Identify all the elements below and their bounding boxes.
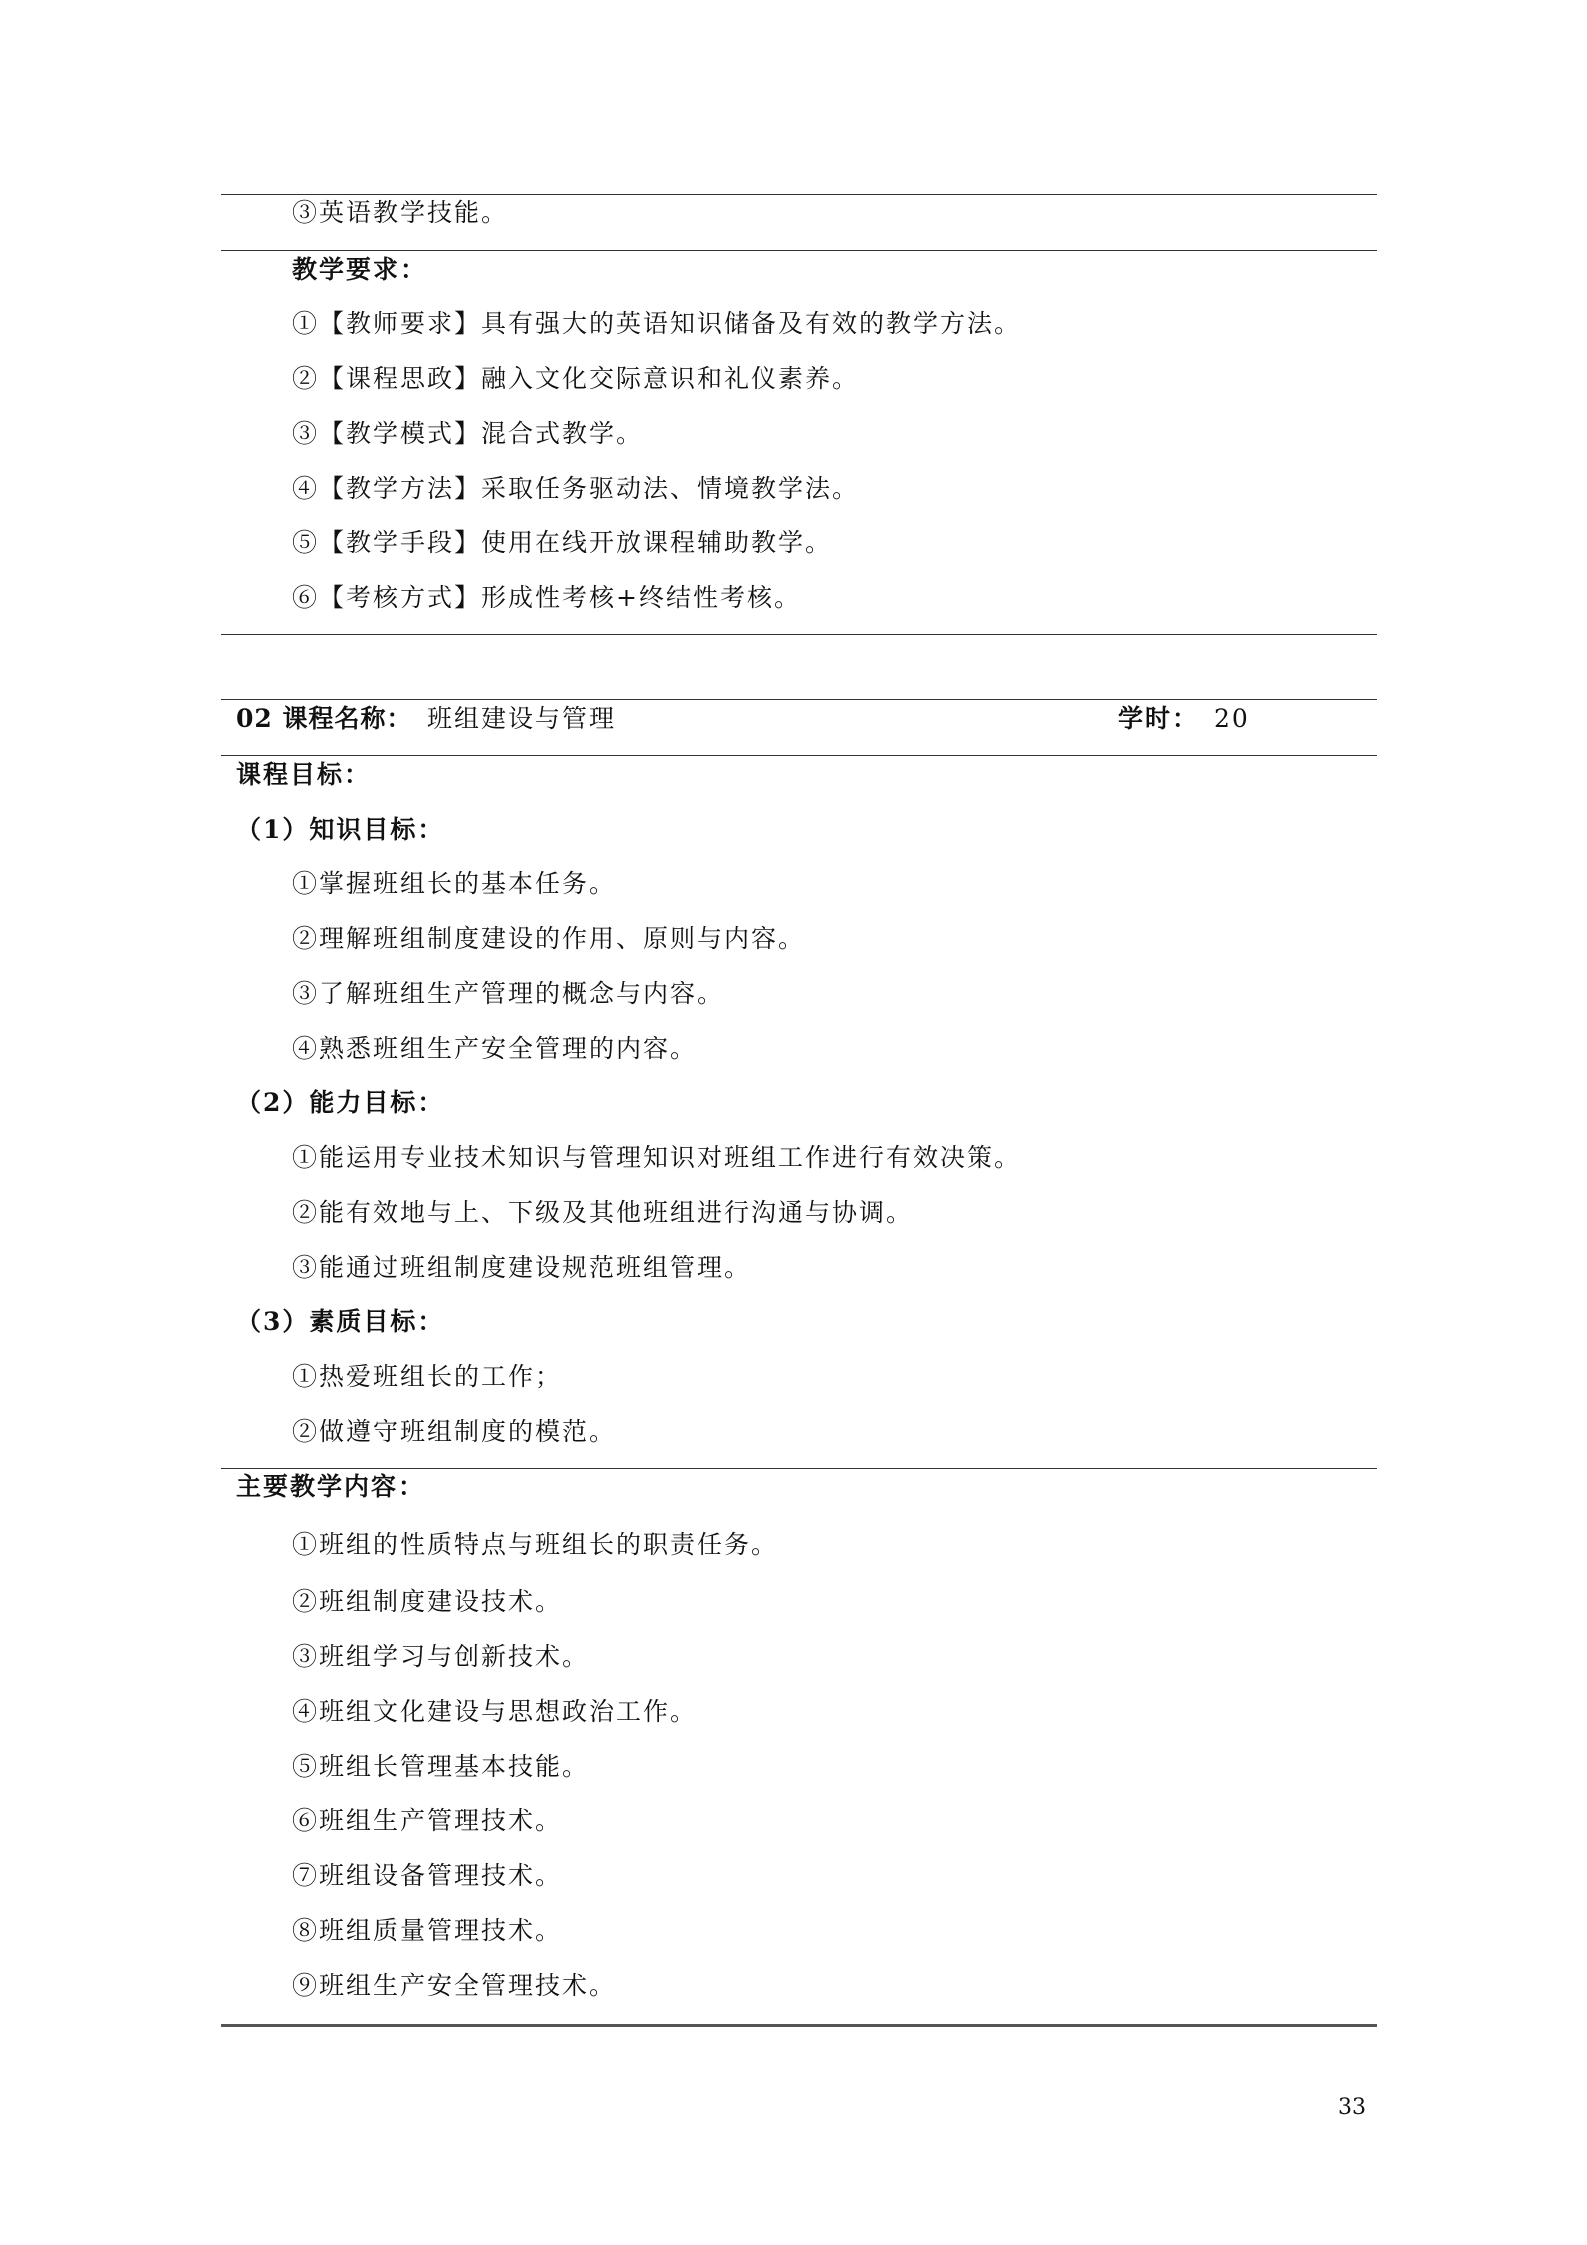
hours-label: 学时： (1118, 704, 1200, 733)
course02-top-rule (221, 699, 1377, 700)
teaching-req-item: ①【教师要求】具有强大的英语知识储备及有效的教学方法。 (292, 309, 1022, 338)
knowledge-item: ④熟悉班组生产安全管理的内容。 (292, 1034, 698, 1063)
content-item: ③班组学习与创新技术。 (292, 1642, 590, 1671)
ability-label: （2）能力目标： (236, 1088, 445, 1117)
section1-bottom-rule (221, 634, 1377, 635)
goals-label: 课程目标： (236, 760, 372, 789)
bottom-rule (221, 2024, 1377, 2027)
knowledge-item: ②理解班组制度建设的作用、原则与内容。 (292, 924, 806, 953)
knowledge-item: ③了解班组生产管理的概念与内容。 (292, 979, 725, 1008)
teaching-req-item: ⑤【教学手段】使用在线开放课程辅助教学。 (292, 528, 833, 557)
knowledge-item: ①掌握班组长的基本任务。 (292, 869, 617, 898)
content-item: ⑦班组设备管理技术。 (292, 1861, 563, 1890)
content-rule (221, 1468, 1377, 1469)
content-item: ⑧班组质量管理技术。 (292, 1916, 563, 1945)
content-item: ⑨班组生产安全管理技术。 (292, 1971, 617, 2000)
teaching-req-item: ③【教学模式】混合式教学。 (292, 419, 644, 448)
course-name-label: 02 课程名称： (236, 704, 413, 733)
top-rule (221, 194, 1377, 195)
content-item: ④班组文化建设与思想政治工作。 (292, 1697, 698, 1726)
content-item: ①班组的性质特点与班组长的职责任务。 (292, 1530, 779, 1559)
quality-label: （3）素质目标： (236, 1307, 445, 1336)
teaching-req-item: ④【教学方法】采取任务驱动法、情境教学法。 (292, 474, 860, 503)
page-number: 33 (1338, 2095, 1366, 2120)
teaching-req-label: 教学要求： (292, 255, 428, 284)
skill-item: ③英语教学技能。 (292, 198, 509, 227)
content-item: ②班组制度建设技术。 (292, 1587, 563, 1616)
ability-item: ①能运用专业技术知识与管理知识对班组工作进行有效决策。 (292, 1143, 1022, 1172)
course-name: 班组建设与管理 (427, 704, 617, 733)
content-item: ⑥班组生产管理技术。 (292, 1806, 563, 1835)
hours-value: 20 (1214, 704, 1250, 733)
content-item: ⑤班组长管理基本技能。 (292, 1752, 590, 1781)
goals-rule (221, 755, 1377, 756)
ability-item: ②能有效地与上、下级及其他班组进行沟通与协调。 (292, 1198, 914, 1227)
quality-item: ②做遵守班组制度的模范。 (292, 1417, 617, 1446)
teaching-req-item: ②【课程思政】融入文化交际意识和礼仪素养。 (292, 364, 860, 393)
quality-item: ①热爱班组长的工作； (292, 1362, 563, 1391)
teaching-req-item: ⑥【考核方式】形成性考核+终结性考核。 (292, 583, 801, 612)
ability-item: ③能通过班组制度建设规范班组管理。 (292, 1253, 752, 1282)
rule-teaching-req (221, 250, 1377, 251)
content-label: 主要教学内容： (236, 1472, 426, 1501)
knowledge-label: （1）知识目标： (236, 815, 445, 844)
